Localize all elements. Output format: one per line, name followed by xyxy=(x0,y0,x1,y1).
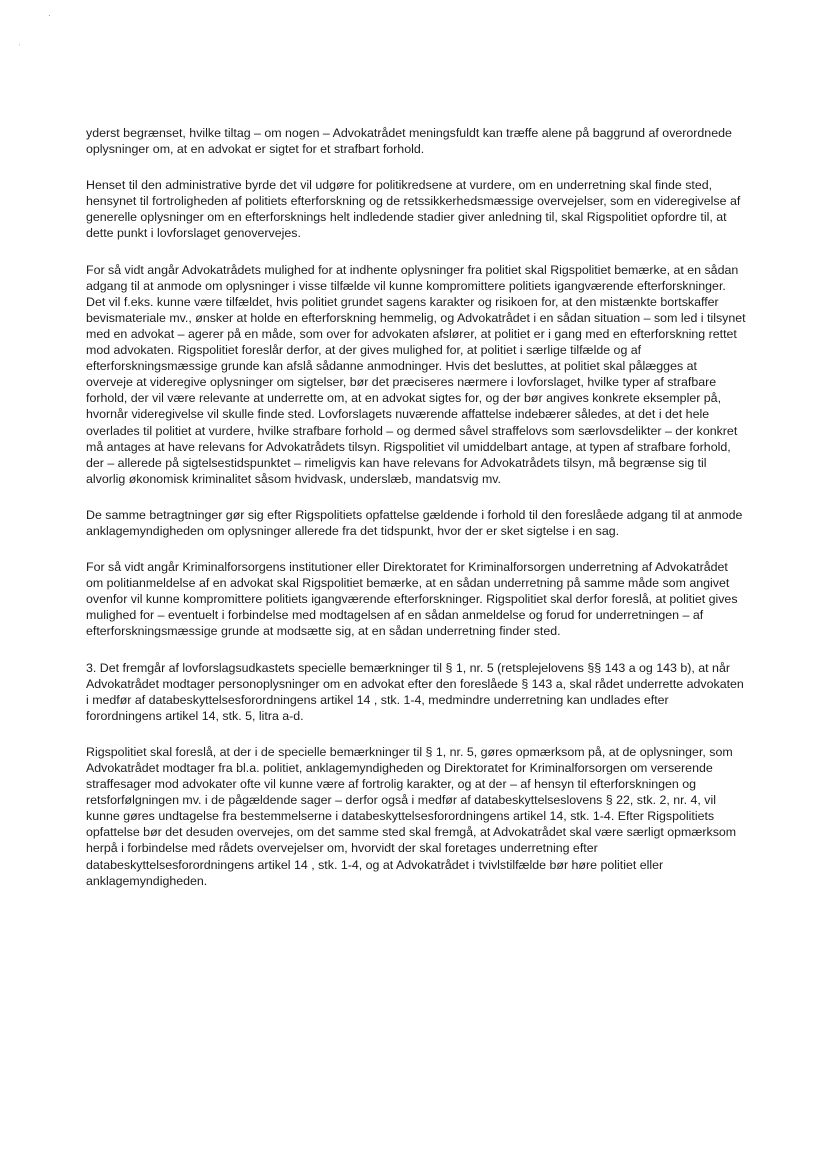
paragraph-administrative-burden: Henset til den administrative byrde det vil udgøre for politikredsene at vurdere, om en underretning skal finde sted, hensynet til fortroligheden af politiets efterforskning og de retssikkerhedsmæssige overvejelser, som en videregivelse af generelle oplysninger om en efterforsknings helt indledende stadier giver anledning til, skal Rigspolitiet opfordre til, at dette punkt i lovforslaget genovervejes. xyxy=(86,178,741,241)
scan-speck-mark: · xyxy=(48,11,51,20)
paragraph-intro-continuation: yderst begrænset, hvilke tiltag – om nogen – Advokatrådet meningsfuldt kan træffe alene på baggrund af overordnede oplysninger om, at en advokat er sigtet for et strafbart forhold. xyxy=(86,126,732,157)
paragraph-gdpr-proposal: Rigspolitiet skal foreslå, at der i de specielle bemærkninger til § 1, nr. 5, gøres opmærksom på, at de oplysninger, som Advokatrådet modtager fra bl.a. politiet, anklagemyndigheden og Direktoratet for Kriminalforsorgen om verserende straffesager mod advokater ofte vil kunne være af fortrolig karakter, og at der – af hensyn til efterforskningen og retsforfølgningen mv. i de pågældende sager – derfor også i medfør af databeskyttelseslovens § 22, stk. 2, nr. 4, vil kunne gøres undtagelse fra bestemmelserne i databeskyttelsesforordningens artikel 14, stk. 1-4. Efter Rigspolitiets opfattelse bør det desuden overvejes, om det samme sted skal fremgå, at Advokatrådet skal være særligt opmærksom herpå i forbindelse med rådets overvejelser om, hvorvidt der skal foretages underretning efter databeskyttelsesforordningens artikel 14 , stk. 1-4, og at Advokatrådet i tvivlstilfælde bør høre politiet eller anklagemyndigheden. xyxy=(86,744,737,888)
paragraph-prosecution-access: De samme betragtninger gør sig efter Rigspolitiets opfattelse gældende i forhold til den foreslåede adgang til at anmode anklagemyndigheden om oplysninger allerede fra det tidspunkt, hvor der er sket sigtelse i en sag. xyxy=(86,507,743,538)
paragraph-section-3: 3. Det fremgår af lovforslagsudkastets specielle bemærkninger til § 1, nr. 5 (retsplejelovens §§ 143 a og 143 b), at når Advokatrådet modtager personoplysninger om en advokat efter den foreslåede § 143 a, skal rådet underrette advokaten i medfør af databeskyttelsesforordningens artikel 14 , stk. 1-4, medmindre underretning kan undlades efter forordningens artikel 14, stk. 5, litra a-d. xyxy=(86,660,744,723)
scan-speck-mark: ˒ xyxy=(18,39,21,48)
document-body xyxy=(86,125,746,909)
paragraph-kriminalforsorgen: For så vidt angår Kriminalforsorgens institutioner eller Direktoratet for Kriminalforsorgen underretning af Advokatrådet om politianmeldelse af en advokat skal Rigspolitiet bemærke, at en sådan underretning på samme måde som angivet ovenfor vil kunne kompromittere politiets igangværende efterforskninger. Rigspolitiet skal derfor foreslå, at politiet gives mulighed for – eventuelt i forbindelse med modtagelsen af en sådan anmeldelse og forud for underretningen – af efterforskningsmæssige grunde at modsætte sig, at en sådan underretning finder sted. xyxy=(86,560,738,639)
paragraph-advokatraadet-access: For så vidt angår Advokatrådets mulighed for at indhente oplysninger fra politiet skal Rigspolitiet bemærke, at en sådan adgang til at anmode om oplysninger i visse tilfælde vil kunne kompromittere politiets igangværende efterforskninger. Det vil f.eks. kunne være tilfældet, hvis politiet grundet sagens karakter og risikoen for, at den mistænkte bortskaffer bevismateriale mv., ønsker at holde en efterforskning hemmelig, og Advokatrådet i en sådan situation – som led i tilsynet med en advokat – agerer på en måde, som over for advokaten afslører, at politiet er i gang med en efterforskning rettet mod advokaten. Rigspolitiet foreslår derfor, at der gives mulighed for, at politiet i særlige tilfælde og af efterforskningsmæssige grunde kan afslå sådanne anmodninger. Hvis det besluttes, at politiet skal pålægges at overveje at videregive oplysninger om sigtelser, bør det præciseres nærmere i lovforslaget, hvilke typer af strafbare forhold, der vil være relevante at underrette om, at en advokat sigtes for, og der bør angives konkrete eksempler på, hvornår videregivelse vil skulle finde sted. Lovforslagets nuværende affattelse indebærer således, at det i det hele overlades til politiet at vurdere, hvilke strafbare forhold – og dermed såvel straffelovs som særlovsdelikter – der konkret må antages at have relevans for Advokatrådets tilsyn. Rigspolitiet vil umiddelbart antage, at typen af strafbare forhold, der – allerede på sigtelsestidspunktet – rimeligvis kan have relevans for Advokatrådets tilsyn, må begrænse sig til alvorlig økonomisk kriminalitet såsom hvidvask, underslæb, mandatsvig mv. xyxy=(86,262,746,486)
